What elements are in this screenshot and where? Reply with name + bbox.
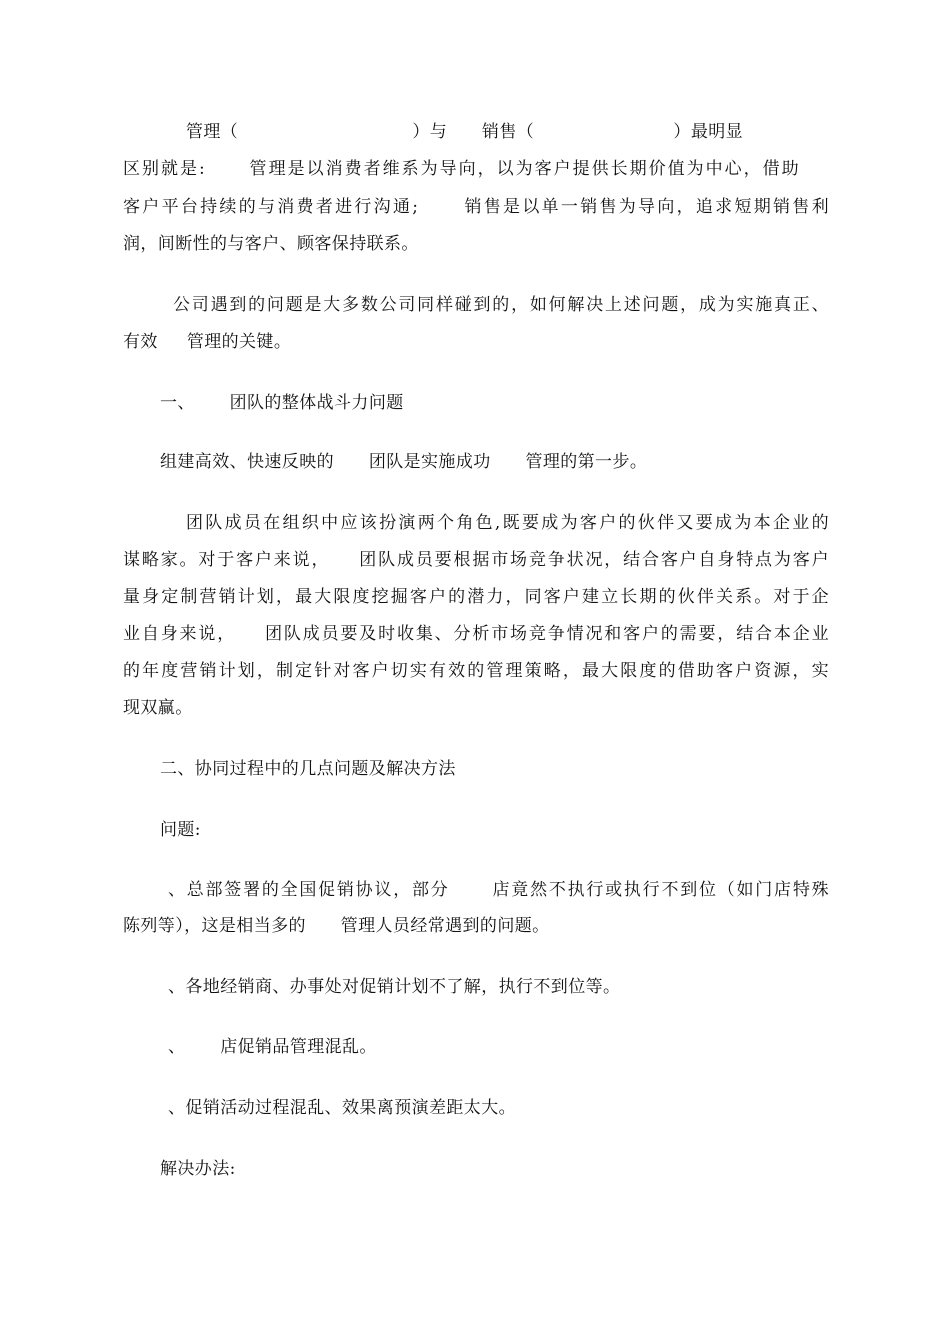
paragraph-3-line-6: 现双赢。 [123, 698, 193, 718]
paragraph-3-line-2: 谋略家。对于客户来说， 团队成员要根据市场竞争状况，结合客户自身特点为客户 [123, 550, 829, 570]
problem-1-line-1: 、总部签署的全国促销协议，部分 店竟然不执行或执行不到位（如门店特殊 [168, 880, 829, 900]
paragraph-3-line-1: 团队成员在组织中应该扮演两个角色,既要成为客户的伙伴又要成为本企业的 [186, 513, 829, 533]
paragraph-1-line-4: 润，间断性的与客户、顾客保持联系。 [123, 234, 419, 254]
section-1-intro: 组建高效、快速反映的 团队是实施成功 管理的第一步。 [160, 452, 648, 472]
paragraph-1-line-3: 客户平台持续的与消费者进行沟通; 销售是以单一销售为导向，追求短期销售利 [123, 197, 829, 217]
section-1-heading: 一、 团队的整体战斗力问题 [160, 393, 404, 413]
problem-3: 、 店促销品管理混乱。 [168, 1037, 377, 1057]
paragraph-3-line-4: 业自身来说， 团队成员要及时收集、分析市场竞争情况和客户的需要，结合本企业 [123, 624, 829, 644]
paragraph-2-line-1: 公司遇到的问题是大多数公司同样碰到的，如何解决上述问题，成为实施真正、 [173, 295, 829, 315]
paragraph-2-line-2: 有效 管理的关键。 [123, 332, 292, 352]
paragraph-3-line-5: 的年度营销计划，制定针对客户切实有效的管理策略，最大限度的借助客户资源，实 [123, 661, 829, 681]
solutions-label: 解决办法: [160, 1159, 236, 1179]
problem-1-line-2: 陈列等），这是相当多的 管理人员经常遇到的问题。 [123, 916, 550, 936]
problems-label: 问题: [160, 820, 201, 840]
paragraph-1-line-2: 区别就是: 管理是以消费者维系为导向，以为客户提供长期价值为中心，借助 [123, 159, 799, 179]
problem-4: 、促销活动过程混乱、效果离预演差距太大。 [168, 1098, 516, 1118]
paragraph-3-line-3: 量身定制营销计划，最大限度挖掘客户的潜力，同客户建立长期的伙伴关系。对于企 [123, 587, 829, 607]
problem-2: 、各地经销商、办事处对促销计划不了解，执行不到位等。 [168, 977, 621, 997]
section-2-heading: 二、协同过程中的几点问题及解决方法 [160, 759, 456, 779]
paragraph-1-line-1: 管理（ ）与 销售（ ）最明显 [186, 122, 744, 142]
